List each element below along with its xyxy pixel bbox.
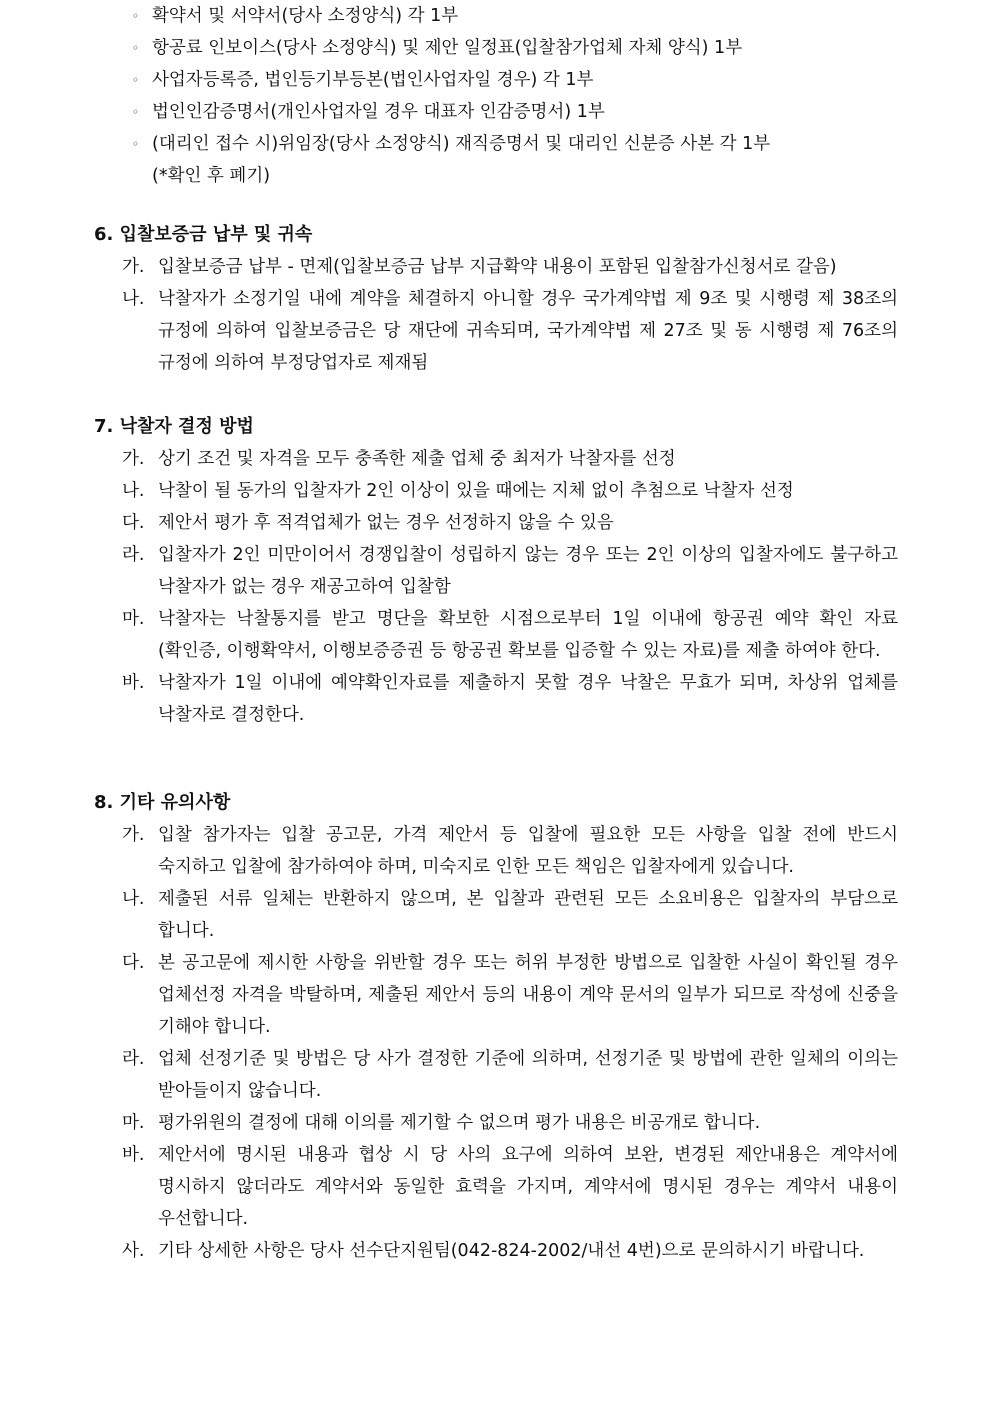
section-item	[122, 251, 898, 283]
item-label: 마.	[122, 609, 145, 629]
item-text: 제안서 평가 후 적격업체가 없는 경우 선정하지 않을 수 있음	[158, 513, 614, 533]
item-label: 가.	[122, 257, 145, 277]
section-item	[122, 1235, 898, 1267]
item-text: 입찰자가 2인 미만이어서 경쟁입찰이 성립하지 않는 경우 또는 2인 이상의 입찰자에도 불구하고 낙찰자가 없는 경우 재공고하여 입찰함	[158, 545, 898, 597]
section-bid-deposit	[94, 219, 898, 379]
section-item	[122, 667, 898, 731]
item-label: 바.	[122, 673, 145, 693]
bullet-icon: ◦	[132, 137, 140, 151]
section-item	[122, 947, 898, 1043]
item-label: 다.	[122, 953, 145, 973]
list-item	[128, 96, 908, 128]
list-item	[128, 0, 908, 32]
list-item-text: 확약서 및 서약서(당사 소정양식) 각 1부	[152, 6, 459, 26]
list-item-note: (*확인 후 폐기)	[152, 166, 271, 186]
list-item-text: 법인인감증명서(개인사업자일 경우 대표자 인감증명서) 1부	[152, 102, 605, 122]
item-text: 낙찰자는 낙찰통지를 받고 명단을 확보한 시점으로부터 1일 이내에 항공권 예약 확인 자료(확인증, 이행확약서, 이행보증증권 등 항공권 확보를 입증할 수 있는 자료)를 제출 하여야 한다.	[158, 609, 898, 661]
item-label: 바.	[122, 1145, 145, 1165]
item-text: 상기 조건 및 자격을 모두 충족한 제출 업체 중 최저가 낙찰자를 선정	[158, 449, 676, 469]
list-item	[128, 64, 908, 96]
item-text: 본 공고문에 제시한 사항을 위반할 경우 또는 허위 부정한 방법으로 입찰한 사실이 확인될 경우 업체선정 자격을 박탈하며, 제출된 제안서 등의 내용이 계약 문서의 일부가 되므로 작성에 신중을 기해야 합니다.	[158, 953, 898, 1037]
list-item	[128, 32, 908, 64]
section-title: 7. 낙찰자 결정 방법	[94, 416, 254, 437]
item-text: 기타 상세한 사항은 당사 선수단지원팀(042-824-2002/내선 4번)으로 문의하시기 바랍니다.	[158, 1241, 865, 1261]
bullet-icon: ◦	[132, 41, 140, 55]
section-item	[122, 443, 898, 475]
section-item	[122, 475, 898, 507]
item-text: 낙찰자가 소정기일 내에 계약을 체결하지 아니할 경우 국가계약법 제 9조 및 시행령 제 38조의 규정에 의하여 입찰보증금은 당 재단에 귀속되며, 국가계약법 제 27조 및 동 시행령 제 76조의 규정에 의하여 부정당업자로 제재됨	[158, 289, 898, 373]
item-label: 가.	[122, 825, 145, 845]
section-other-notes	[94, 787, 898, 1267]
list-item-text: 항공료 인보이스(당사 소정양식) 및 제안 일정표(입찰참가업체 자체 양식) 1부	[152, 38, 743, 58]
list-item	[128, 128, 908, 192]
section-winner-selection	[94, 411, 898, 731]
section-item	[122, 819, 898, 883]
item-text: 제안서에 명시된 내용과 협상 시 당 사의 요구에 의하여 보완, 변경된 제안내용은 계약서에 명시하지 않더라도 계약서와 동일한 효력을 가지며, 계약서에 명시된 경우는 계약서 내용이 우선합니다.	[158, 1145, 898, 1229]
list-item-text: 사업자등록증, 법인등기부등본(법인사업자일 경우) 각 1부	[152, 70, 594, 90]
item-text: 업체 선정기준 및 방법은 당 사가 결정한 기준에 의하며, 선정기준 및 방법에 관한 일체의 이의는 받아들이지 않습니다.	[158, 1049, 898, 1101]
section-item	[122, 539, 898, 603]
section-item	[122, 603, 898, 667]
item-label: 라.	[122, 1049, 145, 1069]
item-label: 가.	[122, 449, 145, 469]
item-label: 나.	[122, 289, 145, 309]
item-label: 마.	[122, 1113, 145, 1133]
section-item	[122, 1107, 898, 1139]
item-label: 나.	[122, 889, 145, 909]
section-item	[122, 283, 898, 379]
section-item	[122, 1043, 898, 1107]
item-label: 다.	[122, 513, 145, 533]
list-item-text: (대리인 접수 시)위임장(당사 소정양식) 재직증명서 및 대리인 신분증 사본 각 1부	[152, 134, 771, 154]
item-text: 제출된 서류 일체는 반환하지 않으며, 본 입찰과 관련된 모든 소요비용은 입찰자의 부담으로 합니다.	[158, 889, 898, 941]
section-title: 8. 기타 유의사항	[94, 792, 231, 813]
section-item	[122, 1139, 898, 1235]
item-label: 사.	[122, 1241, 145, 1261]
item-label: 나.	[122, 481, 145, 501]
item-text: 입찰 참가자는 입찰 공고문, 가격 제안서 등 입찰에 필요한 모든 사항을 입찰 전에 반드시 숙지하고 입찰에 참가하여야 하며, 미숙지로 인한 모든 책임은 입찰자에게 있습니다.	[158, 825, 898, 877]
section-item	[122, 507, 898, 539]
section-item	[122, 883, 898, 947]
bullet-icon: ◦	[132, 73, 140, 87]
item-text: 입찰보증금 납부 - 면제(입찰보증금 납부 지급확약 내용이 포함된 입찰참가신청서로 갈음)	[158, 257, 837, 277]
bullet-icon: ◦	[132, 9, 140, 23]
item-label: 라.	[122, 545, 145, 565]
item-text: 낙찰이 될 동가의 입찰자가 2인 이상이 있을 때에는 지체 없이 추첨으로 낙찰자 선정	[158, 481, 794, 501]
section-title: 6. 입찰보증금 납부 및 귀속	[94, 224, 313, 245]
item-text: 평가위원의 결정에 대해 이의를 제기할 수 없으며 평가 내용은 비공개로 합니다.	[158, 1113, 761, 1133]
required-documents-list	[128, 0, 908, 192]
item-text: 낙찰자가 1일 이내에 예약확인자료를 제출하지 못할 경우 낙찰은 무효가 되며, 차상위 업체를 낙찰자로 결정한다.	[158, 673, 898, 725]
bullet-icon: ◦	[132, 105, 140, 119]
